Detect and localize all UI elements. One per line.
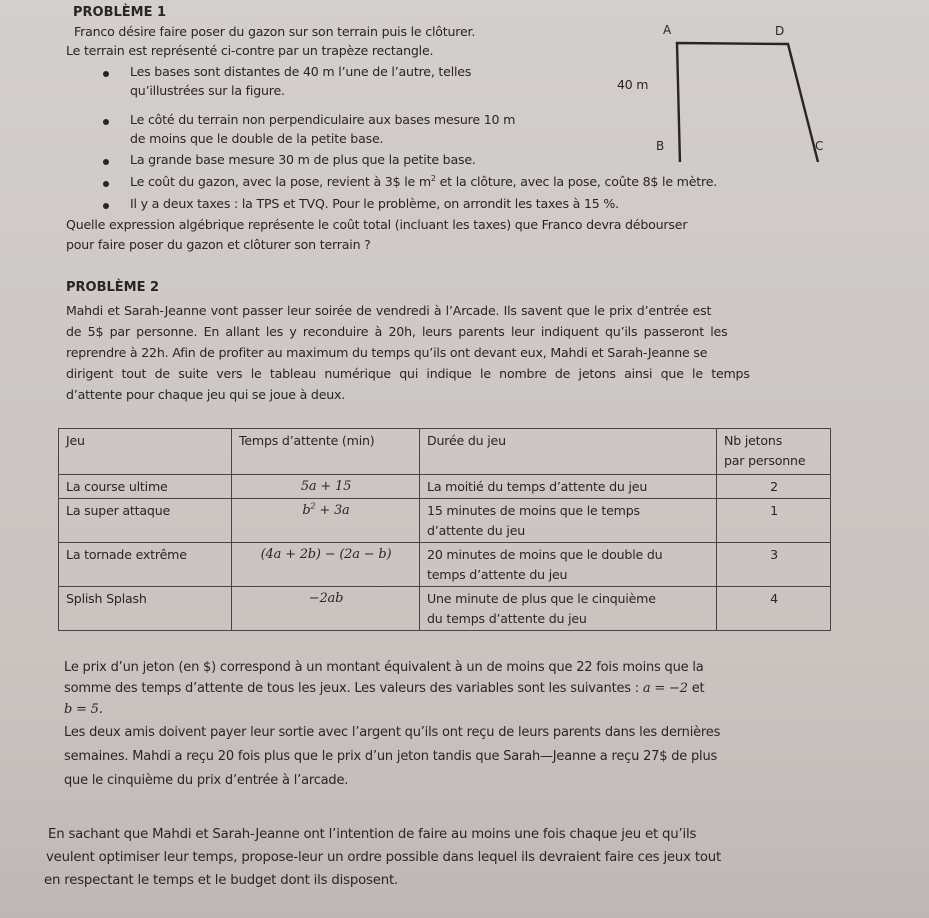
cell-jeu: La tornade extrême: [59, 543, 232, 587]
bullet-icon: [103, 71, 109, 77]
vertex-label-b: B: [656, 139, 665, 153]
cell-text: Une minute de plus que le cinquième: [427, 591, 656, 606]
table-row: [59, 475, 831, 499]
bullet-text: et la clôture, avec la pose, coûte 8$ le mètre.: [435, 174, 718, 189]
para3-line: en respectant le temps et le budget dont ils disposent.: [44, 873, 399, 888]
side-label-ab: 40 m: [617, 77, 649, 92]
para1-line: [64, 681, 704, 696]
cell-attente: 5a + 15: [232, 475, 420, 499]
para2-line: que le cinquième du prix d’entrée à l’arcade.: [64, 773, 349, 788]
problem1-intro-line: Le terrain est représenté ci-contre par un trapèze rectangle.: [66, 43, 434, 58]
header-temps-attente: Temps d’attente (min): [232, 429, 420, 475]
bullet-text: Le coût du gazon, avec la pose, revient à 3$ le m: [130, 174, 431, 189]
cell-jetons: 1: [717, 499, 831, 543]
problem1-bullet: de moins que le double de la petite base.: [130, 131, 384, 146]
trapezoid-figure: [600, 22, 840, 162]
exponent: 2: [430, 173, 436, 183]
problem2-intro-line: reprendre à 22h. Afin de profiter au maximum du temps qu’ils ont devant eux, Mahdi et Sarah-Jeanne se: [66, 345, 708, 360]
cell-text: 15 minutes de moins que le temps: [427, 503, 640, 518]
math-text: b: [302, 503, 311, 518]
para2-line: semaines. Mahdi a reçu 20 fois plus que le prix d’un jeton tandis que Sarah—Jeanne a reçu 27$ de plus: [64, 749, 718, 764]
para1-line: Le prix d’un jeton (en $) correspond à un montant équivalent à un de moins que 22 fois moins que la: [64, 660, 704, 675]
variable-b-value: b = 5.: [64, 702, 103, 717]
math-text: + 3a: [315, 503, 350, 518]
cell-jeu: La super attaque: [59, 499, 232, 543]
problem2-intro-line: dirigent tout de suite vers le tableau numérique qui indique le nombre de jetons ainsi que le temps: [66, 366, 750, 381]
cell-duree: [420, 587, 717, 631]
para2-line: Les deux amis doivent payer leur sortie avec l’argent qu’ils ont reçu de leurs parents dans les dernières: [64, 725, 721, 740]
cell-jetons: 4: [717, 587, 831, 631]
cell-jetons: 3: [717, 543, 831, 587]
exponent: 2: [310, 501, 316, 511]
problem1-bullet: Il y a deux taxes : la TPS et TVQ. Pour le problème, on arrondit les taxes à 15 %.: [130, 196, 619, 211]
cell-attente: [232, 499, 420, 543]
table-header-row: [59, 429, 831, 475]
cell-attente: −2ab: [232, 587, 420, 631]
table-row: [59, 543, 831, 587]
cell-jeu: Splish Splash: [59, 587, 232, 631]
table-row: [59, 587, 831, 631]
header-jeu: Jeu: [59, 429, 232, 475]
problem2-intro-line: d’attente pour chaque jeu qui se joue à deux.: [66, 387, 346, 402]
problem2-intro-line: de 5$ par personne. En allant les y reconduire à 20h, leurs parents leur indiquent qu’ils passeront les: [66, 324, 728, 339]
problem2-intro-line: Mahdi et Sarah-Jeanne vont passer leur soirée de vendredi à l’Arcade. Ils savent que le prix d’entrée est: [66, 303, 712, 318]
vertex-label-d: D: [775, 24, 785, 38]
trapezoid-shape: [677, 43, 819, 162]
para-text: et: [687, 681, 705, 696]
problem1-bullet: Les bases sont distantes de 40 m l’une de l’autre, telles: [130, 64, 472, 79]
problem1-question: Quelle expression algébrique représente le coût total (incluant les taxes) que Franco devra débourser: [66, 217, 688, 232]
cell-text: 20 minutes de moins que le double du: [427, 547, 663, 562]
bullet-icon: [103, 181, 109, 187]
header-nb-jetons: [717, 429, 831, 475]
table-row: [59, 499, 831, 543]
bullet-icon: [103, 203, 109, 209]
games-table: [58, 428, 831, 631]
para3-line: En sachant que Mahdi et Sarah-Jeanne ont l’intention de faire au moins une fois chaque jeu et qu’ils: [48, 827, 697, 842]
problem1-bullet: [130, 174, 717, 189]
problem1-question: pour faire poser du gazon et clôturer son terrain ?: [66, 237, 371, 252]
header-duree: Durée du jeu: [420, 429, 717, 475]
problem1-bullet: La grande base mesure 30 m de plus que la petite base.: [130, 152, 476, 167]
vertex-label-c: C: [815, 139, 824, 153]
variable-a-value: a = −2: [642, 681, 688, 696]
cell-text: du temps d’attente du jeu: [427, 611, 587, 626]
vertex-label-a: A: [663, 23, 672, 37]
cell-attente: (4a + 2b) − (2a − b): [232, 543, 420, 587]
header-text: Nb jetons: [724, 433, 783, 448]
cell-duree: [420, 499, 717, 543]
para3-line: veulent optimiser leur temps, propose-leur un ordre possible dans lequel ils devraient faire ces jeux tout: [46, 850, 722, 865]
cell-duree: La moitié du temps d’attente du jeu: [420, 475, 717, 499]
cell-text: d’attente du jeu: [427, 523, 526, 538]
cell-text: temps d’attente du jeu: [427, 567, 568, 582]
cell-duree: [420, 543, 717, 587]
bullet-icon: [103, 119, 109, 125]
problem1-intro-line: Franco désire faire poser du gazon sur son terrain puis le clôturer.: [74, 24, 476, 39]
problem1-bullet: qu’illustrées sur la figure.: [130, 83, 285, 98]
cell-jetons: 2: [717, 475, 831, 499]
para-text: somme des temps d’attente de tous les jeux. Les valeurs des variables sont les suivantes :: [64, 681, 643, 696]
problem1-bullet: Le côté du terrain non perpendiculaire aux bases mesure 10 m: [130, 112, 516, 127]
header-text: par personne: [724, 453, 806, 468]
bullet-icon: [103, 159, 109, 165]
cell-jeu: La course ultime: [59, 475, 232, 499]
problem2-title: PROBLÈME 2: [66, 280, 160, 295]
problem1-title: PROBLÈME 1: [73, 5, 167, 20]
